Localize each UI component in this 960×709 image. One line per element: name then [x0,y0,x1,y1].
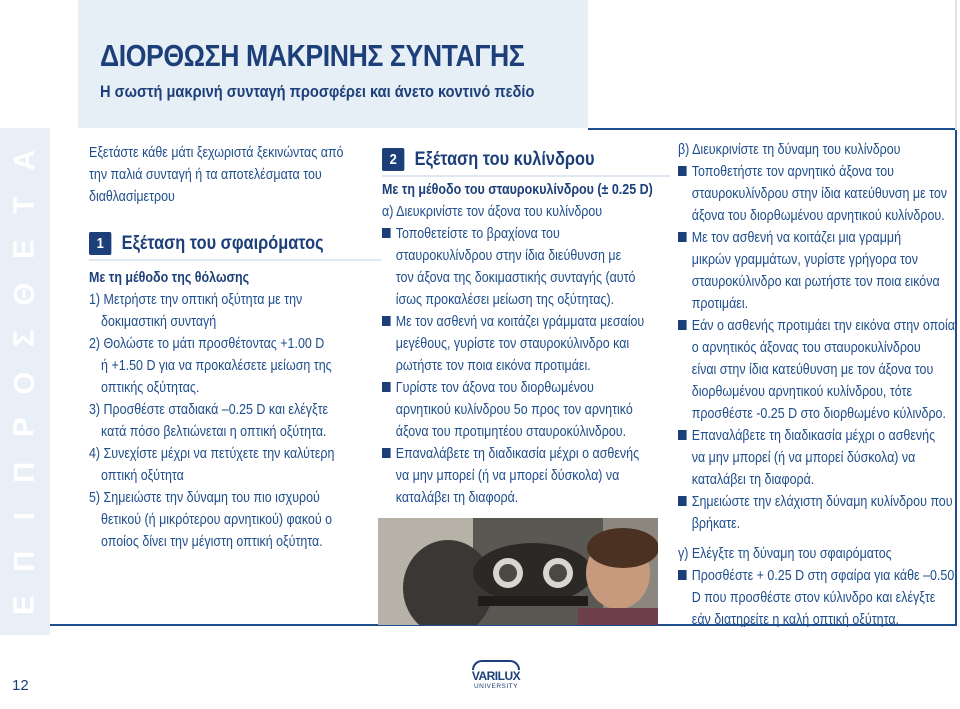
page-title: ΔΙΟΡΘΩΣΗ ΜΑΚΡΙΝΗΣ ΣΥΝΤΑΓΗΣ [100,38,525,73]
column-cylinder [382,148,672,509]
bullet-item [678,161,958,227]
section-number-badge: 1 [89,232,111,255]
intro-line: διαθλασίμετρου [89,189,175,205]
sub-heading-c: γ) Ελέγξτε τη δύναμη του σφαιρόματος [678,546,892,562]
bullet-line: Επαναλάβετε τη διαδικασία μέχρι ο ασθενής [395,446,640,462]
bullet-line: προσθέστε -0.25 D στο διορθωμένο κύλινδρο. [691,406,946,422]
bullet-line: Με τον ασθενή να κοιτάζει μια γραμμή [691,230,902,246]
eye-exam-photo [378,518,658,625]
method-label: Με τη μέθοδο της θόλωσης [89,270,250,286]
step-line: 5) Σημειώστε την δύναμη του πιο ισχυρού [89,490,320,506]
side-letter: Ε [8,239,41,259]
section-number-badge: 2 [382,148,404,171]
step-line: ή +1.50 D για να προκαλέσετε μείωση της [101,358,332,374]
step-line: 4) Συνεχίστε μέχρι να πετύχετε την καλύτερη [89,446,335,462]
bullet-item [678,315,958,425]
section-heading-cylinder [382,148,670,171]
bullet-line: σταυροκύλινδρο και ρωτήστε τον ποια εικόνα [691,274,940,290]
bullet-line: Επαναλάβετε τη διαδικασία μέχρι ο ασθενής [691,428,936,444]
varilux-logo [468,660,524,696]
bullet-item [678,565,958,631]
bullet-item [382,223,670,311]
step-line: κατά πόσο βελτιώνεται η οπτική οξύτητα. [101,424,327,440]
side-letter: Ε [8,595,41,615]
column-cylinder-power [678,139,960,631]
frame-top-line [588,128,957,130]
side-letter: Α [8,149,41,171]
side-letter: Ρ [8,417,41,437]
frame-divider [955,0,957,130]
section-title: Εξέταση του κυλίνδρου [414,148,595,170]
logo-name: VARILUX [471,669,521,683]
section-title: Εξέταση του σφαιρόματος [121,232,324,254]
intro-line: Εξετάστε κάθε μάτι ξεχωριστά ξεκινώντας από [89,145,344,161]
side-letter: Θ [8,282,41,306]
column-sphere [89,142,385,553]
page-subtitle: Η σωστή μακρινή συνταγή προσφέρει και άνετο κοντινό πεδίο [100,82,535,101]
bullet-line: Τοποθετήστε τον αρνητικό άξονα του [691,164,894,180]
bullet-line: ο αρνητικός άξονας του σταυροκυλίνδρου [691,340,921,356]
bullet-line: ίσως προκαλέσει μείωση της οξύτητας). [395,292,615,308]
bullet-line: τον άξονα της δοκιμαστικής συνταγής (αυτό [395,270,636,286]
step-line: οπτική οξύτητα [101,468,184,484]
bullet-line: σταυροκυλίνδρου στην ίδια κατεύθυνση με τον [691,186,948,202]
step-line: θετικού (ή μικρότερου αρνητικού) φακού ο [101,512,333,528]
side-letter: Σ [8,329,41,347]
bullet-line: καταλάβει τη διαφορά. [395,490,519,506]
step-line: οπτικής οξύτητας. [101,380,200,396]
sub-heading-a: α) Διευκρινίστε τον άξονα του κυλίνδρου [382,204,603,220]
bullet-item [678,227,958,315]
step-line: 2) Θολώστε το μάτι προσθέτοντας +1.00 D [89,336,325,352]
bullet-item [382,311,670,377]
side-letter: Ι [8,512,41,521]
method-label: Με τη μέθοδο του σταυροκυλίνδρου (± 0.25 D) [382,182,653,198]
side-label [8,138,42,628]
step-line: 3) Προσθέστε σταδιακά –0.25 D και ελέγξτε [89,402,329,418]
bullet-line: προτιμάει. [691,296,749,312]
bullet-line: να μην μπορεί (ή να μπορεί δύσκολα) να [691,450,916,466]
bullet-line: άξονα του προτιμητέου σταυροκύλινδρου. [395,424,627,440]
intro-line: την παλιά συνταγή ή τα αποτελέσματα του [89,167,322,183]
bullet-line: Προσθέστε + 0.25 D στη σφαίρα για κάθε –0.50 [691,568,955,584]
bullet-item [678,425,958,491]
bullet-line: διορθωμένου αρνητικού κυλίνδρου, τότε [691,384,913,400]
bullet-item [678,491,958,535]
bullet-line: D που προσθέστε στον κύλινδρο και ελέγξτε [691,590,936,606]
step-line: 1) Μετρήστε την οπτική οξύτητα με την [89,292,303,308]
bullet-item [382,377,670,443]
bullet-item [382,443,670,509]
bullet-line: Σημειώστε την ελάχιστη δύναμη κυλίνδρου που [691,494,953,510]
bullet-line: άξονα του διορθωμένου αρνητικού κυλίνδρου. [691,208,945,224]
bullet-line: αρνητικού κυλίνδρου 5ο προς τον αρνητικό [395,402,633,418]
bullet-line: μεγέθους, γυρίστε τον σταυροκύλινδρο και [395,336,630,352]
side-letter: Π [8,461,41,483]
bullet-line: μικρών γραμμάτων, γυρίστε γρήγορα τον [691,252,918,268]
bullet-line: εάν διατηρείτε η καλή οπτική οξύτητα. [691,612,900,628]
bullet-line: βρήκατε. [691,516,741,532]
sub-heading-b: β) Διευκρινίστε τη δύναμη του κυλίνδρου [678,142,901,158]
bullet-line: καταλάβει τη διαφορά. [691,472,815,488]
section-heading-sphere [89,232,381,255]
bullet-line: σταυροκυλίνδρου στην ίδια διεύθυνση με [395,248,622,264]
bullet-line: ρωτήστε τον ποια εικόνα προτιμάει. [395,358,591,374]
bullet-line: Με τον ασθενή να κοιτάζει γράμματα μεσαίου [395,314,645,330]
bullet-line: να μην μπορεί (ή να μπορεί δύσκολα) να [395,468,620,484]
bullet-line: Εάν ο ασθενής προτιμάει την εικόνα στην οποία [691,318,955,334]
logo-subtitle: UNIVERSITY [473,683,518,690]
side-letter: Ο [8,371,41,395]
step-line: δοκιμαστική συνταγή [101,314,217,330]
bullet-line: Τοποθετείστε το βραχίονα του [395,226,560,242]
step-line: οποίος δίνει την μέγιστη οπτική οξύτητα. [101,534,323,550]
bullet-line: είναι στην ίδια κατεύθυνση με τον άξονα του [691,362,934,378]
side-letter: Π [8,550,41,572]
side-letter: Τ [8,195,41,214]
page-number: 12 [12,677,29,694]
bullet-line: Γυρίστε τον άξονα του διορθωμένου [395,380,594,396]
photo-illustration [378,518,658,625]
